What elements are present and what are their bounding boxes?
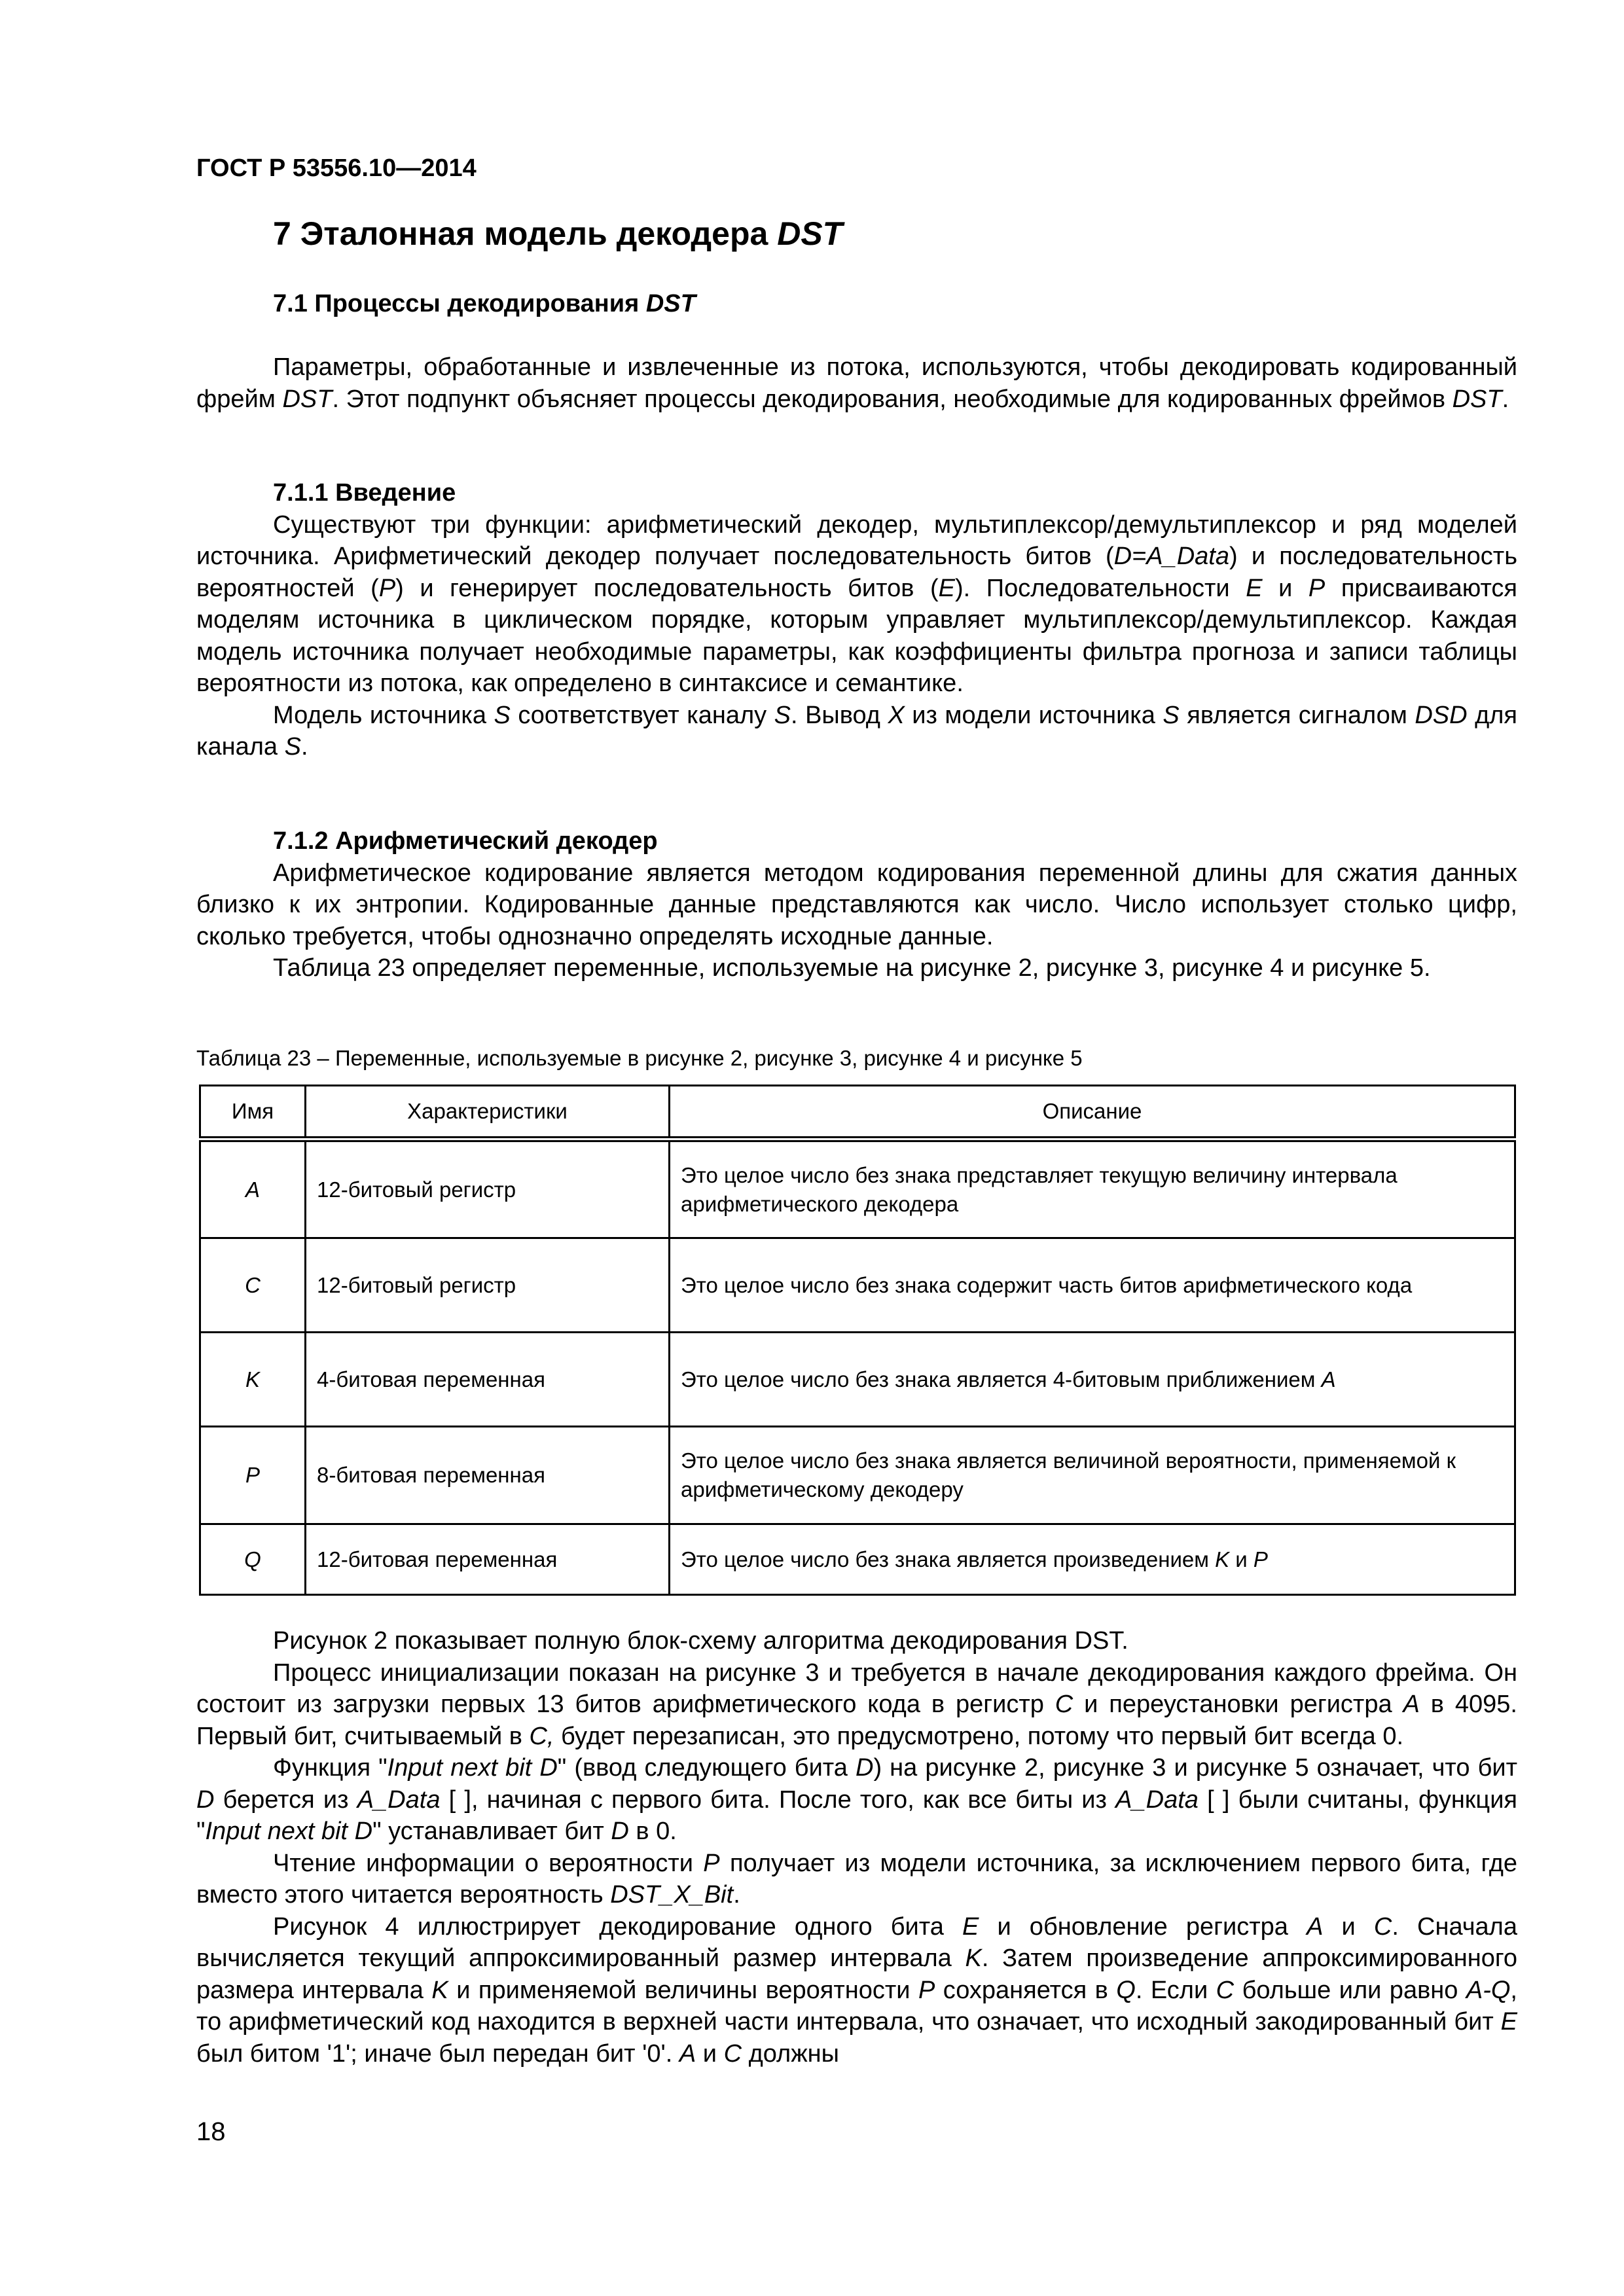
text-run: Рисунок 4 иллюстрирует декодирование одного бита — [273, 1912, 962, 1941]
text-run: для канала — [196, 701, 1517, 761]
text-run: 7 Эталонная модель декодера — [273, 215, 778, 252]
section-7-1-1-title: 7.1.1 Введение — [273, 479, 456, 507]
text-run: и — [696, 2039, 724, 2068]
text-run: ) и генерирует последовательность битов ( — [395, 574, 939, 602]
text-run: соответствует каналу — [510, 701, 774, 729]
section-title — [273, 215, 842, 253]
text-run: в 0. — [628, 1818, 677, 1845]
italic-term: S — [774, 701, 791, 729]
text-run: будет перезаписан, это предусмотрено, потому что первый бит всегда 0. — [554, 1722, 1404, 1750]
body-text — [196, 1625, 1517, 2070]
italic-term: C — [1216, 1976, 1235, 2004]
italic-term: Input next bit D — [387, 1754, 558, 1782]
text-run: присваиваются моделям источника в циклическом порядке, которым управляет мультиплексор/демультиплексор. Каждая модель источника получает необходимые параметры, как коэффициенты фильтра прогноза и записи таблицы вероятности из потока, как определено в синтаксисе и семантике. — [196, 574, 1518, 697]
section-7-1-1 — [196, 477, 1517, 763]
text-run: [ ], начиная с первого бита. После того, как все биты из — [440, 1785, 1116, 1814]
paragraph — [196, 1625, 1517, 1657]
italic-term: S — [1163, 701, 1180, 729]
italic-term: E — [1500, 2008, 1517, 2036]
text-run: . — [300, 733, 308, 761]
variables-table — [199, 1085, 1516, 1596]
variable-characteristics: 12-битовый регистр — [306, 1238, 670, 1333]
variable-characteristics: 4-битовая переменная — [306, 1333, 670, 1427]
text-run: Арифметическое кодирование является методом кодирования переменной длины для сжатия данных близко к их энтропии. Кодированные данные представляются как число. Число использует столько цифр, сколько требуется, чтобы однозначно определять исходные данные. — [196, 859, 1517, 950]
text-run: Это целое число без знака является величиной вероятности, применяемой к арифметическому декодеру — [681, 1448, 1456, 1501]
table-row — [200, 1139, 1515, 1238]
italic-term: K — [965, 1945, 982, 1972]
text-run: и — [1262, 574, 1308, 602]
italic-term: A — [1403, 1691, 1420, 1718]
italic-term: DST — [645, 290, 696, 317]
italic-term: A — [679, 2039, 696, 2068]
italic-term: D — [611, 1818, 629, 1845]
text-run: Это целое число без знака является 4-битовым приближением — [681, 1367, 1322, 1391]
variable-name: A — [200, 1139, 306, 1238]
text-run: Параметры, обработанные и извлеченные из потока, используются, чтобы декодировать кодированный фрейм — [196, 353, 1517, 413]
italic-term: D — [855, 1754, 874, 1782]
italic-term: Input next bit D — [205, 1818, 373, 1845]
text-run: является сигналом — [1179, 701, 1415, 729]
text-run: . — [733, 1881, 740, 1909]
italic-term: C — [1055, 1691, 1074, 1718]
paragraph — [196, 952, 1517, 984]
text-run: получает из модели источника, за исключением первого бита, где вместо этого читается вероятность — [196, 1849, 1518, 1909]
subsection-title — [196, 288, 1517, 320]
column-header: Имя — [200, 1086, 306, 1139]
text-run: и обновление регистра — [979, 1912, 1307, 1941]
paragraph — [196, 1848, 1517, 1911]
text-run: Модель источника — [273, 701, 494, 729]
text-run: Рисунок 2 показывает полную блок-схему алгоритма декодирования DST. — [273, 1627, 1128, 1655]
text-run: и — [1229, 1547, 1254, 1571]
text-run: 7.1 Процессы декодирования — [273, 290, 646, 317]
paragraph — [196, 700, 1517, 763]
text-run: Функция " — [273, 1754, 388, 1782]
text-run: [ ] были считаны, функция " — [196, 1785, 1518, 1845]
paragraph — [196, 857, 1517, 953]
variable-characteristics: 12-битовая переменная — [306, 1524, 670, 1595]
italic-term: A_Data — [357, 1785, 441, 1814]
variable-name: C — [200, 1238, 306, 1333]
page-number: 18 — [196, 2117, 226, 2146]
text-run: . Этот подпункт объясняет процессы декодирования, необходимые для кодированных фреймов — [332, 385, 1453, 413]
text-run: ) и последовательность вероятностей ( — [196, 543, 1517, 602]
italic-term: X — [888, 701, 905, 729]
italic-term: C, — [529, 1722, 554, 1750]
variable-characteristics: 8-битовая переменная — [306, 1427, 670, 1524]
italic-term: A — [1307, 1912, 1324, 1941]
italic-term: E — [1246, 574, 1263, 602]
text-run: ) на рисунке 2, рисунке 3 и рисунке 5 означает, что бит — [873, 1754, 1518, 1782]
italic-term: Q — [1116, 1976, 1136, 2004]
variable-description — [670, 1139, 1515, 1238]
italic-term: DST_X_Bit — [610, 1881, 734, 1909]
variable-description — [670, 1333, 1515, 1427]
text-run: и — [1323, 1912, 1374, 1941]
table-header-row — [200, 1086, 1515, 1139]
text-run: ). Последовательности — [955, 574, 1246, 602]
italic-term: K — [431, 1976, 448, 2004]
text-run: Это целое число без знака содержит часть битов арифметического кода — [681, 1272, 1413, 1297]
italic-term: DST — [282, 385, 333, 413]
italic-term: D=A_Data — [1113, 543, 1229, 570]
text-run: . Затем произведение аппроксимированного размера интервала — [196, 1945, 1517, 2004]
italic-term: DST — [1452, 385, 1502, 413]
variable-description — [670, 1427, 1515, 1524]
italic-term: C — [1373, 1912, 1392, 1941]
italic-term: P — [1308, 574, 1326, 602]
italic-term: DST — [777, 215, 843, 252]
italic-term: P — [378, 574, 396, 602]
column-header: Описание — [670, 1086, 1515, 1139]
italic-term: DSD — [1415, 701, 1468, 729]
text-run: из модели источника — [904, 701, 1163, 729]
section-7-1-2-title: 7.1.2 Арифметический декодер — [273, 827, 658, 855]
italic-term: E — [938, 574, 956, 602]
text-run: " устанавливает бит — [372, 1818, 611, 1845]
paragraph — [196, 1752, 1517, 1848]
text-run: , то арифметический код находится в верхней части интервала, что означает, что исходный закодированный бит — [196, 1976, 1517, 2036]
text-run: . Сначала вычисляется текущий аппроксимированный размер интервала — [196, 1912, 1517, 1972]
table-row — [200, 1333, 1515, 1427]
variable-description — [670, 1524, 1515, 1595]
text-run: был битом '1'; иначе был передан бит '0'. — [196, 2039, 679, 2068]
text-run: Чтение информации о вероятности — [273, 1849, 704, 1877]
text-run: и применяемой величины вероятности — [448, 1976, 918, 2004]
italic-term: A-Q — [1466, 1976, 1511, 2004]
variable-name: Q — [200, 1524, 306, 1595]
italic-term: C — [723, 2039, 742, 2068]
text-run: больше или равно — [1234, 1976, 1466, 2004]
italic-term: A — [1321, 1367, 1336, 1391]
paragraph — [196, 509, 1517, 700]
text-run: Это целое число без знака является произведением — [681, 1547, 1216, 1571]
text-run: Это целое число без знака представляет текущую величину интервала арифметического декодера — [681, 1162, 1398, 1216]
section-7-1-2 — [196, 825, 1517, 984]
italic-term: P — [703, 1849, 720, 1877]
italic-term: S — [494, 701, 511, 729]
text-run: . — [1502, 385, 1509, 413]
text-run: в 4095. Первый бит, считываемый в — [196, 1691, 1517, 1750]
column-header: Характеристики — [306, 1086, 670, 1139]
table-caption: Таблица 23 – Переменные, используемые в рисунке 2, рисунке 3, рисунке 4 и рисунке 5 — [196, 1046, 1083, 1070]
italic-term: A_Data — [1115, 1785, 1199, 1814]
italic-term: S — [284, 733, 301, 761]
text-run: . Вывод — [791, 701, 888, 729]
text-run: " (ввод следующего бита — [557, 1754, 856, 1782]
paragraph — [196, 1911, 1517, 2070]
text-run: берется из — [214, 1785, 357, 1814]
text-run: Процесс инициализации показан на рисунке 3 и требуется в начале декодирования каждого фрейма. Он состоит из загрузки первых 13 битов арифметического кода в регистр — [196, 1659, 1517, 1718]
table-row — [200, 1238, 1515, 1333]
table-row — [200, 1524, 1515, 1595]
table-row — [200, 1427, 1515, 1524]
italic-term: K — [1215, 1547, 1230, 1571]
italic-term: P — [1253, 1547, 1268, 1571]
variable-description — [670, 1238, 1515, 1333]
variable-name: K — [200, 1333, 306, 1427]
text-run: . Если — [1135, 1976, 1216, 2004]
text-run: и переустановки регистра — [1073, 1691, 1403, 1718]
italic-term: E — [962, 1912, 979, 1941]
text-run: должны — [742, 2039, 839, 2068]
variable-name: P — [200, 1427, 306, 1524]
text-run: Существуют три функции: арифметический декодер, мультиплексор/демультиплексор и ряд моделей источника. Арифметический декодер получает последовательность битов ( — [196, 511, 1517, 570]
intro-section — [196, 351, 1517, 415]
italic-term: P — [918, 1976, 935, 2004]
paragraph — [196, 1657, 1517, 1753]
text-run: сохраняется в — [935, 1976, 1117, 2004]
italic-term: D — [196, 1785, 215, 1814]
variable-characteristics: 12-битовый регистр — [306, 1139, 670, 1238]
paragraph — [196, 351, 1517, 415]
document-header: ГОСТ Р 53556.10—2014 — [196, 154, 477, 182]
text-run: Таблица 23 определяет переменные, используемые на рисунке 2, рисунке 3, рисунке 4 и рисунке 5. — [273, 954, 1431, 982]
